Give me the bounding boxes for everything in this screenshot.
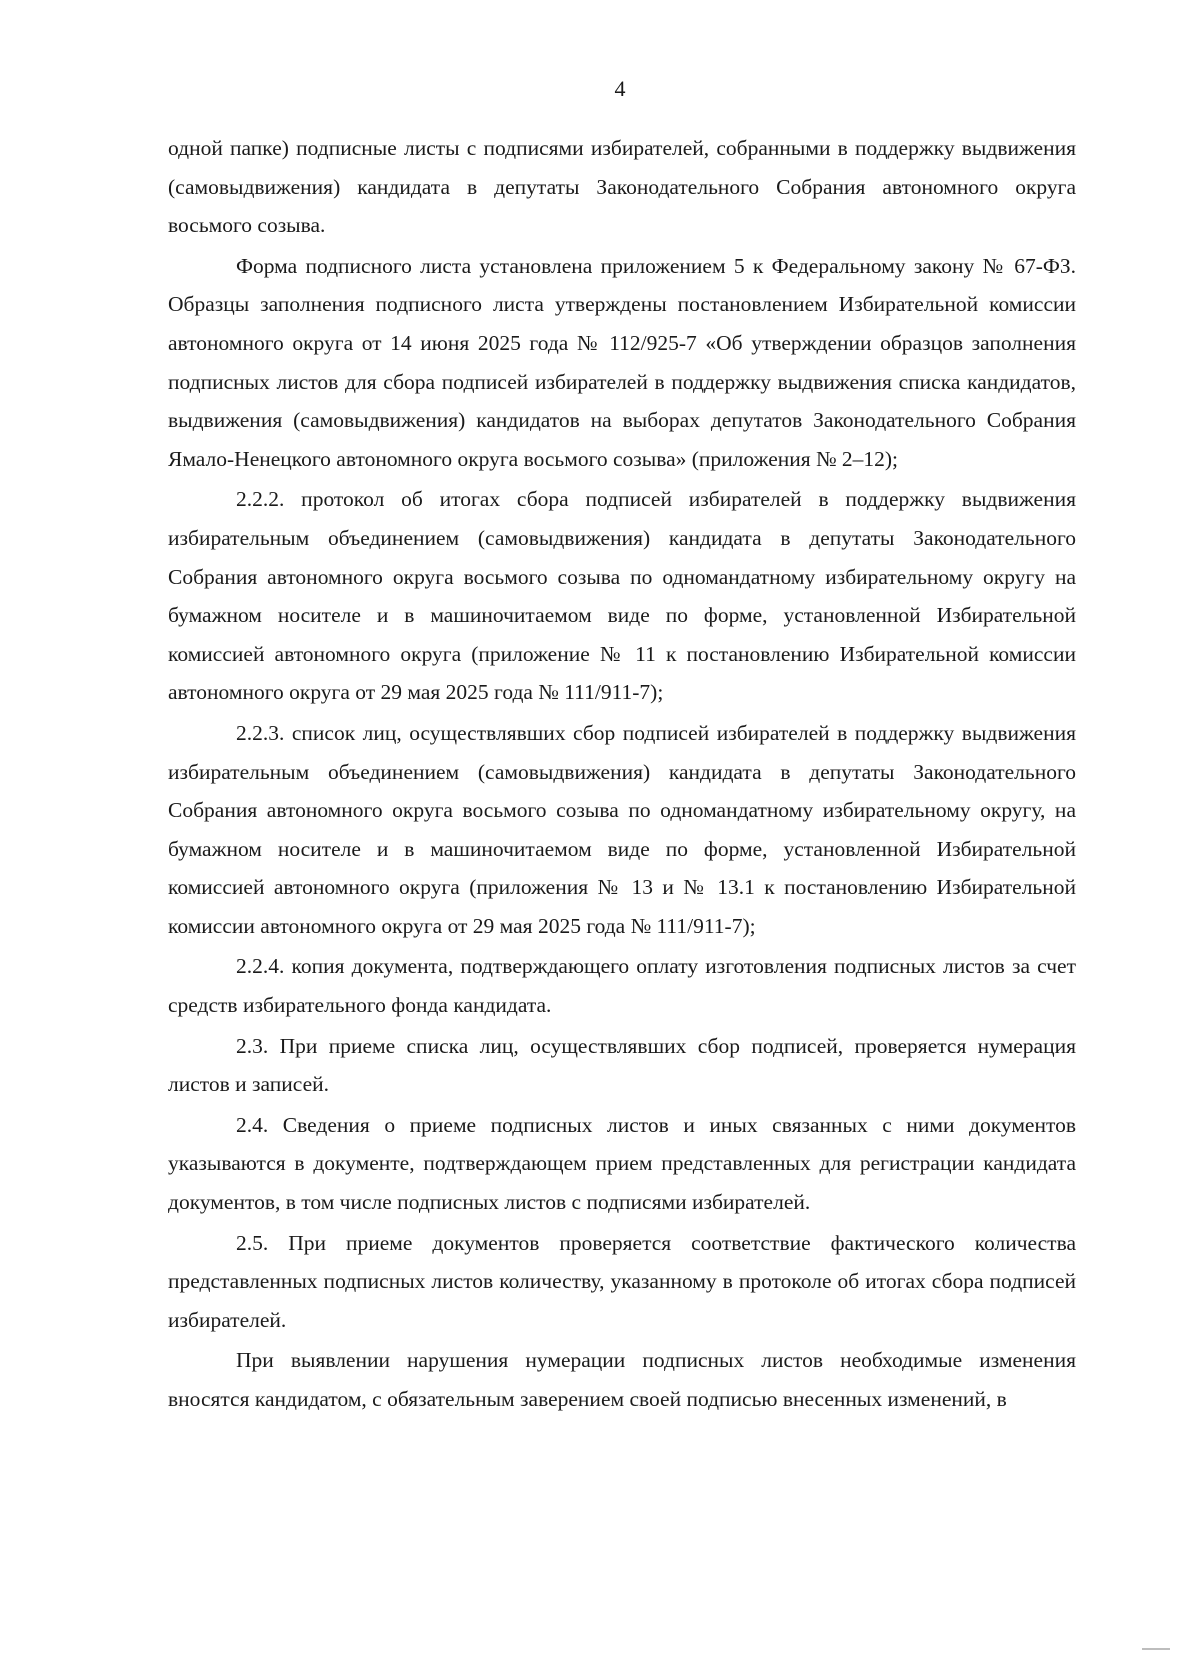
paragraph-2-4: 2.4. Сведения о приеме подписных листов и иных связанных с ними документов указываются в документе, подтверждающем прием представленных для регистрации кандидата документов, в том числе подписных листов с подписями избирателей. — [168, 1112, 1076, 1215]
paragraph-2-5: 2.5. При приеме документов проверяется соответствие фактического количества представленных подписных листов количеству, указанному в протоколе об итогах сбора подписей избирателей. — [168, 1230, 1076, 1332]
paragraph-2-2-3: 2.2.3. список лиц, осуществлявших сбор подписей избирателей в поддержку выдвижения избирательным объединением (самовыдвижения) кандидата в депутаты Законодательного Собрания автономного округа восьмого созыва по одномандатному избирательному округу, на бумажном носителе и в машиночитаемом виде по форме, установленной Избирательной комиссией автономного округа (приложения № 13 и № 13.1 к постановлению Избирательной комиссии автономного округа от 29 мая 2025 года № 111/911-7); — [168, 720, 1076, 938]
page-corner-mark — [1142, 1648, 1170, 1650]
paragraph-2-2-2: 2.2.2. протокол об итогах сбора подписей избирателей в поддержку выдвижения избирательным объединением (самовыдвижения) кандидата в депутаты Законодательного Собрания автономного округа восьмого созыва по одномандатному избирательному округу на бумажном носителе и в машиночитаемом виде по форме, установленной Избирательной комиссией автономного округа (приложение № 11 к постановлению Избирательной комиссии автономного округа от 29 мая 2025 года № 111/911-7); — [168, 487, 1076, 705]
document-body — [168, 129, 1076, 1421]
page-number: 4 — [614, 76, 626, 101]
paragraph-2-2-4: 2.2.4. копия документа, подтверждающего оплату изготовления подписных листов за счет средств избирательного фонда кандидата. — [168, 954, 1076, 1018]
paragraph-2-3: 2.3. При приеме списка лиц, осуществлявших сбор подписей, проверяется нумерация листов и записей. — [168, 1033, 1076, 1097]
paragraph-form-of-signature-sheet: Форма подписного листа установлена приложением 5 к Федеральному закону № 67-ФЗ. Образцы заполнения подписного листа утверждены постановлением Избирательной комиссии автономного округа от 14 июня 2025 года № 112/925-7 «Об утверждении образцов заполнения подписных листов для сбора подписей избирателей в поддержку выдвижения списка кандидатов, выдвижения (самовыдвижения) кандидатов на выборах депутатов Законодательного Собрания Ямало-Ненецкого автономного округа восьмого созыва» (приложения № 2–12); — [168, 253, 1076, 471]
paragraph-numbering-violation: При выявлении нарушения нумерации подписных листов необходимые изменения вносятся кандидатом, с обязательным заверением своей подписью внесенных изменений, в — [168, 1348, 1076, 1411]
paragraph-continuation: одной папке) подписные листы с подписями избирателей, собранными в поддержку выдвижения (самовыдвижения) кандидата в депутаты Законодательного Собрания автономного округа восьмого созыва. — [168, 136, 1076, 238]
